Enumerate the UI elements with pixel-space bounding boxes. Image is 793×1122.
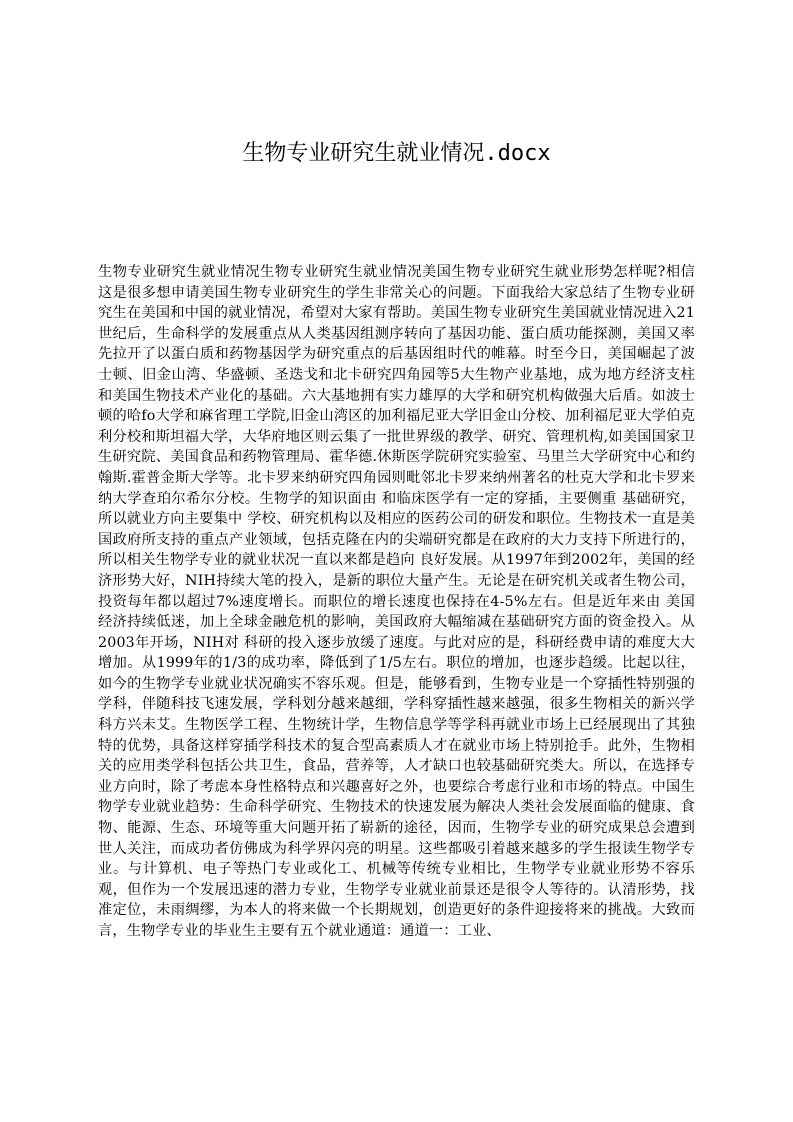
document-body: 生物专业研究生就业情况生物专业研究生就业情况美国生物专业研究生就业形势怎样呢?相信这是很多想申请美国生物专业研究生的学生非常关心的问题。下面我给大家总结了生物专业研究生在美国和中国的就业情况，希望对大家有帮助。美国生物专业研究生美国就业情况进入21世纪后，生命科学的发展重点从人类基因组测序转向了基因功能、蛋白质功能探测，美国又率先拉开了以蛋白质和药物基因学为研究重点的后基因组时代的帷幕。时至今日，美国崛起了波士顿、旧金山湾、华盛顿、圣迭戈和北卡研究四角园等5大生物产业基地，成为地方经济支柱和美国生物技术产业化的基础。六大基地拥有实力雄厚的大学和研究机构做强大后盾。如波士顿的哈fo大学和麻省理工学院,旧金山湾区的加利福尼亚大学旧金山分校、加利福尼亚大学伯克利分校和斯坦福大学，大华府地区则云集了一批世界级的教学、研究、管理机构,如美国国家卫生研究院、美国食品和药物管理局、霍华德.休斯医学院研究实验室、马里兰大学研究中心和约翰斯.霍普金斯大学等。北卡罗来纳研究四角园则毗邻北卡罗来纳州著名的杜克大学和北卡罗来纳大学查珀尔希尔分校。生物学的知识面由 和临床医学有一定的穿插，主要侧重 基础研究，所以就业方向主要集中 学校、研究机构以及相应的医药公司的研发和职位。生物技术一直是美国政府所支持的重点产业领域，包括克隆在内的尖端研究都是在政府的大力支持下所进行的，所以相关生物学专业的就业状况一直以来都是趋向 良好发展。从1997年到2002年，美国的经济形势大好，NIH持续大笔的投入，是新的职位大量产生。无论是在研究机关或者生物公司，投资每年都以超过7%速度增长。而职位的增长速度也保持在4-5%左右。但是近年来由 美国经济持续低迷，加上全球金融危机的影响，美国政府大幅缩减在基础研究方面的资金投入。从2003年开场，NIH对 科研的投入逐步放缓了速度。与此对应的是，科研经费申请的难度大大增加。从1999年的1/3的成功率，降低到了1/5左右。职位的增加，也逐步趋缓。比起以往，如今的生物学专业就业状况确实不容乐观。但是，能够看到，生物专业是一个穿插性特别强的学科，伴随科技飞速发展，学科划分越来越细，学科穿插性越来越强，很多生物相关的新兴学科方兴未艾。生物医学工程、生物统计学，生物信息学等学科再就业市场上已经展现出了其独特的优势，具备这样穿插学科技术的复合型高素质人才在就业市场上特别抢手。此外，生物相关的应用类学科包括公共卫生，食品，营养等，人才缺口也较基础研究类大。所以，在选择专业方向时，除了考虑本身性格特点和兴趣喜好之外，也要综合考虑行业和市场的特点。中国生物学专业就业趋势：生命科学研究、生物技术的快速发展为解决人类社会发展面临的健康、食物、能源、生态、环境等重大问题开拓了崭新的途径，因而，生物学专业的研究成果总会遭到世人关注，而成功者仿佛成为科学界闪亮的明星。这些都吸引着越来越多的学生报读生物学专业。与计算机、电子等热门专业或化工、机械等传统专业相比，生物学专业就业形势不容乐观，但作为一个发展迅速的潜力专业，生物学专业就业前景还是很令人等待的。认清形势，找准定位，未雨绸缪，为本人的将来做一个长期规划，创造更好的条件迎接将来的挑战。大致而言，生物学专业的毕业生主要有五个就业通道：通道一：工业、 <box>98 264 695 939</box>
document-title: 生物专业研究生就业情况.docx <box>242 141 551 166</box>
